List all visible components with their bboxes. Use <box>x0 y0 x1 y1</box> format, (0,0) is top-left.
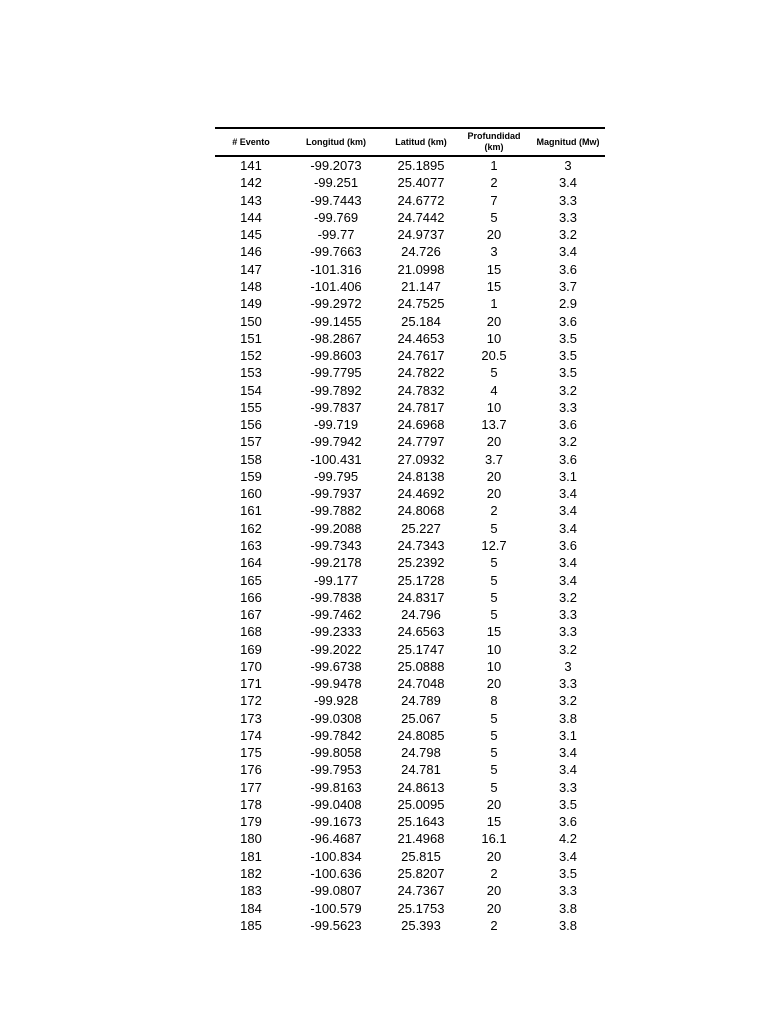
cell-latitud: 25.1728 <box>397 572 445 588</box>
cell-longitud: -99.2972 <box>310 296 362 312</box>
cell-profundidad: 2 <box>490 866 498 882</box>
cell-longitud: -99.7882 <box>310 503 362 519</box>
cell-longitud: -100.636 <box>310 866 362 882</box>
table-row <box>215 520 605 537</box>
table-row <box>215 640 605 657</box>
header-latitud: Latitud (km) <box>395 136 447 147</box>
cell-profundidad: 5 <box>490 589 498 605</box>
cell-evento: 182 <box>240 866 262 882</box>
cell-longitud: -99.8058 <box>310 745 362 761</box>
cell-longitud: -99.2088 <box>310 520 362 536</box>
cell-longitud: -98.2867 <box>310 330 362 346</box>
cell-latitud: 21.4968 <box>397 831 445 847</box>
cell-evento: 147 <box>240 261 262 277</box>
cell-longitud: -99.928 <box>313 693 359 709</box>
cell-longitud: -96.4687 <box>310 831 362 847</box>
cell-latitud: 21.147 <box>401 278 441 294</box>
cell-magnitud: 3.5 <box>558 330 578 346</box>
cell-evento: 167 <box>240 607 262 623</box>
cell-magnitud: 3.4 <box>558 503 578 519</box>
cell-profundidad: 20 <box>486 676 502 692</box>
cell-longitud: -99.7942 <box>310 434 362 450</box>
cell-latitud: 24.6968 <box>397 417 445 433</box>
cell-longitud: -99.177 <box>313 572 359 588</box>
cell-magnitud: 3.4 <box>558 848 578 864</box>
cell-evento: 184 <box>240 900 262 916</box>
cell-evento: 161 <box>240 503 262 519</box>
cell-evento: 169 <box>240 641 262 657</box>
cell-profundidad: 2 <box>490 917 498 933</box>
header-profundidad <box>457 131 531 153</box>
table-row <box>215 468 605 485</box>
table-row <box>215 364 605 381</box>
cell-evento: 180 <box>240 831 262 847</box>
cell-profundidad: 2 <box>490 175 498 191</box>
cell-latitud: 25.2392 <box>397 555 445 571</box>
table-row <box>215 882 605 899</box>
cell-profundidad: 20 <box>486 434 502 450</box>
table-row <box>215 243 605 260</box>
table-body <box>215 157 605 934</box>
cell-evento: 141 <box>240 158 262 174</box>
cell-latitud: 24.7797 <box>397 434 445 450</box>
cell-evento: 144 <box>240 209 262 225</box>
cell-latitud: 24.796 <box>401 607 441 623</box>
cell-latitud: 24.4653 <box>397 330 445 346</box>
cell-evento: 171 <box>240 676 262 692</box>
cell-profundidad: 12.7 <box>481 537 507 553</box>
cell-profundidad: 8 <box>490 693 498 709</box>
cell-profundidad: 3.7 <box>484 451 504 467</box>
cell-magnitud: 3.7 <box>558 278 578 294</box>
cell-latitud: 24.4692 <box>397 486 445 502</box>
cell-profundidad: 15 <box>486 278 502 294</box>
cell-magnitud: 3.3 <box>558 399 578 415</box>
cell-magnitud: 3.3 <box>558 209 578 225</box>
cell-profundidad: 13.7 <box>481 417 507 433</box>
cell-magnitud: 4.2 <box>558 831 578 847</box>
table-row <box>215 865 605 882</box>
cell-profundidad: 1 <box>490 158 498 174</box>
cell-evento: 143 <box>240 192 262 208</box>
cell-latitud: 25.067 <box>401 710 441 726</box>
cell-profundidad: 4 <box>490 382 498 398</box>
cell-longitud: -99.7795 <box>310 365 362 381</box>
cell-profundidad: 5 <box>490 762 498 778</box>
cell-evento: 153 <box>240 365 262 381</box>
cell-longitud: -99.769 <box>313 209 359 225</box>
table-row <box>215 623 605 640</box>
cell-magnitud: 3.8 <box>558 710 578 726</box>
table-row <box>215 226 605 243</box>
cell-longitud: -99.7462 <box>310 607 362 623</box>
cell-profundidad: 15 <box>486 261 502 277</box>
cell-longitud: -99.2022 <box>310 641 362 657</box>
cell-evento: 155 <box>240 399 262 415</box>
cell-longitud: -99.77 <box>317 227 355 243</box>
cell-evento: 174 <box>240 727 262 743</box>
cell-latitud: 24.8613 <box>397 779 445 795</box>
cell-profundidad: 16.1 <box>481 831 507 847</box>
cell-latitud: 24.789 <box>401 693 441 709</box>
cell-magnitud: 3.2 <box>558 589 578 605</box>
cell-evento: 146 <box>240 244 262 260</box>
cell-evento: 150 <box>240 313 262 329</box>
table-row <box>215 399 605 416</box>
cell-latitud: 24.6772 <box>397 192 445 208</box>
cell-profundidad: 20 <box>486 486 502 502</box>
cell-profundidad: 5 <box>490 520 498 536</box>
cell-magnitud: 3.6 <box>558 417 578 433</box>
cell-magnitud: 3.5 <box>558 348 578 364</box>
cell-profundidad: 5 <box>490 710 498 726</box>
table-row <box>215 261 605 278</box>
table-row <box>215 589 605 606</box>
table-row <box>215 192 605 209</box>
cell-magnitud: 3.3 <box>558 883 578 899</box>
cell-evento: 163 <box>240 537 262 553</box>
cell-profundidad: 15 <box>486 624 502 640</box>
cell-magnitud: 3.5 <box>558 866 578 882</box>
cell-longitud: -99.7937 <box>310 486 362 502</box>
cell-evento: 159 <box>240 468 262 484</box>
cell-longitud: -99.251 <box>313 175 359 191</box>
cell-latitud: 27.0932 <box>397 451 445 467</box>
cell-longitud: -99.7838 <box>310 589 362 605</box>
cell-longitud: -99.6738 <box>310 658 362 674</box>
cell-evento: 175 <box>240 745 262 761</box>
cell-profundidad: 3 <box>490 244 498 260</box>
cell-magnitud: 3 <box>564 158 572 174</box>
cell-evento: 152 <box>240 348 262 364</box>
cell-latitud: 25.393 <box>401 917 441 933</box>
cell-magnitud: 3.4 <box>558 745 578 761</box>
cell-longitud: -99.719 <box>313 417 359 433</box>
cell-magnitud: 3.6 <box>558 261 578 277</box>
table-row <box>215 451 605 468</box>
cell-magnitud: 3.6 <box>558 814 578 830</box>
cell-longitud: -99.7842 <box>310 727 362 743</box>
cell-magnitud: 3.1 <box>558 468 578 484</box>
cell-profundidad: 20 <box>486 796 502 812</box>
cell-evento: 173 <box>240 710 262 726</box>
cell-latitud: 25.0095 <box>397 796 445 812</box>
table-row <box>215 330 605 347</box>
cell-latitud: 25.4077 <box>397 175 445 191</box>
table-row <box>215 502 605 519</box>
cell-magnitud: 3.2 <box>558 227 578 243</box>
cell-magnitud: 3.5 <box>558 365 578 381</box>
cell-magnitud: 3.4 <box>558 762 578 778</box>
table-row <box>215 899 605 916</box>
cell-longitud: -99.7892 <box>310 382 362 398</box>
cell-profundidad: 20 <box>486 468 502 484</box>
cell-evento: 145 <box>240 227 262 243</box>
cell-evento: 156 <box>240 417 262 433</box>
cell-profundidad: 2 <box>490 503 498 519</box>
cell-magnitud: 3.3 <box>558 192 578 208</box>
table-row <box>215 209 605 226</box>
cell-magnitud: 3 <box>564 658 572 674</box>
table-row <box>215 658 605 675</box>
cell-latitud: 24.8068 <box>397 503 445 519</box>
table-row <box>215 692 605 709</box>
cell-longitud: -99.5623 <box>310 917 362 933</box>
earthquake-events-table <box>215 127 605 934</box>
cell-longitud: -99.7837 <box>310 399 362 415</box>
table-row <box>215 537 605 554</box>
cell-latitud: 25.8207 <box>397 866 445 882</box>
cell-latitud: 24.8085 <box>397 727 445 743</box>
cell-latitud: 24.7832 <box>397 382 445 398</box>
cell-evento: 170 <box>240 658 262 674</box>
table-row <box>215 416 605 433</box>
cell-latitud: 24.7048 <box>397 676 445 692</box>
cell-latitud: 24.7525 <box>397 296 445 312</box>
cell-profundidad: 20 <box>486 900 502 916</box>
cell-longitud: -99.0308 <box>310 710 362 726</box>
cell-latitud: 24.8138 <box>397 468 445 484</box>
cell-profundidad: 5 <box>490 572 498 588</box>
cell-latitud: 25.184 <box>401 313 441 329</box>
cell-profundidad: 1 <box>490 296 498 312</box>
table-row <box>215 295 605 312</box>
table-row <box>215 917 605 934</box>
cell-evento: 157 <box>240 434 262 450</box>
cell-latitud: 25.1753 <box>397 900 445 916</box>
table-row <box>215 554 605 571</box>
table-row <box>215 278 605 295</box>
cell-longitud: -100.579 <box>310 900 362 916</box>
cell-evento: 177 <box>240 779 262 795</box>
cell-magnitud: 3.4 <box>558 572 578 588</box>
cell-latitud: 24.7617 <box>397 348 445 364</box>
cell-magnitud: 3.6 <box>558 313 578 329</box>
cell-evento: 172 <box>240 693 262 709</box>
cell-latitud: 24.7442 <box>397 209 445 225</box>
cell-longitud: -99.8163 <box>310 779 362 795</box>
cell-evento: 142 <box>240 175 262 191</box>
cell-longitud: -99.0807 <box>310 883 362 899</box>
cell-magnitud: 3.2 <box>558 693 578 709</box>
cell-evento: 162 <box>240 520 262 536</box>
cell-magnitud: 3.1 <box>558 727 578 743</box>
cell-magnitud: 3.4 <box>558 486 578 502</box>
cell-longitud: -99.2178 <box>310 555 362 571</box>
table-row <box>215 710 605 727</box>
cell-profundidad: 10 <box>486 399 502 415</box>
header-profundidad-line2: (km) <box>484 142 504 152</box>
table-row <box>215 675 605 692</box>
cell-latitud: 25.227 <box>401 520 441 536</box>
cell-evento: 164 <box>240 555 262 571</box>
cell-longitud: -99.9478 <box>310 676 362 692</box>
cell-latitud: 25.1747 <box>397 641 445 657</box>
cell-evento: 179 <box>240 814 262 830</box>
table-row <box>215 381 605 398</box>
cell-evento: 154 <box>240 382 262 398</box>
cell-longitud: -99.8603 <box>310 348 362 364</box>
cell-profundidad: 10 <box>486 641 502 657</box>
cell-latitud: 24.7367 <box>397 883 445 899</box>
cell-profundidad: 5 <box>490 365 498 381</box>
cell-magnitud: 3.2 <box>558 382 578 398</box>
cell-latitud: 21.0998 <box>397 261 445 277</box>
cell-longitud: -99.7663 <box>310 244 362 260</box>
table-row <box>215 312 605 329</box>
cell-latitud: 25.815 <box>401 848 441 864</box>
table-row <box>215 347 605 364</box>
table-row <box>215 848 605 865</box>
cell-latitud: 25.1895 <box>397 158 445 174</box>
cell-evento: 149 <box>240 296 262 312</box>
table-row <box>215 571 605 588</box>
table-row <box>215 796 605 813</box>
table-row <box>215 157 605 174</box>
table-row <box>215 485 605 502</box>
header-profundidad-line1: Profundidad <box>467 131 521 141</box>
cell-longitud: -99.2333 <box>310 624 362 640</box>
cell-magnitud: 3.3 <box>558 607 578 623</box>
cell-longitud: -99.795 <box>313 468 359 484</box>
cell-longitud: -99.1455 <box>310 313 362 329</box>
cell-evento: 148 <box>240 278 262 294</box>
cell-latitud: 24.8317 <box>397 589 445 605</box>
header-magnitud: Magnitud (Mw) <box>536 136 600 147</box>
cell-latitud: 24.6563 <box>397 624 445 640</box>
cell-longitud: -99.7443 <box>310 192 362 208</box>
cell-magnitud: 3.2 <box>558 434 578 450</box>
cell-profundidad: 5 <box>490 745 498 761</box>
cell-latitud: 24.781 <box>401 762 441 778</box>
cell-profundidad: 20.5 <box>481 348 507 364</box>
cell-magnitud: 3.4 <box>558 244 578 260</box>
cell-profundidad: 10 <box>486 658 502 674</box>
header-evento: # Evento <box>232 136 270 147</box>
table-row <box>215 744 605 761</box>
cell-latitud: 25.1643 <box>397 814 445 830</box>
cell-longitud: -100.431 <box>310 451 362 467</box>
cell-evento: 183 <box>240 883 262 899</box>
cell-longitud: -101.406 <box>310 278 362 294</box>
cell-latitud: 24.726 <box>401 244 441 260</box>
cell-latitud: 24.7817 <box>397 399 445 415</box>
cell-latitud: 25.0888 <box>397 658 445 674</box>
cell-evento: 185 <box>240 917 262 933</box>
cell-evento: 165 <box>240 572 262 588</box>
cell-profundidad: 15 <box>486 814 502 830</box>
cell-longitud: -99.2073 <box>310 158 362 174</box>
cell-profundidad: 5 <box>490 555 498 571</box>
table-row <box>215 433 605 450</box>
cell-latitud: 24.7343 <box>397 537 445 553</box>
table-row <box>215 779 605 796</box>
cell-longitud: -99.1673 <box>310 814 362 830</box>
cell-magnitud: 3.6 <box>558 537 578 553</box>
cell-magnitud: 3.8 <box>558 917 578 933</box>
table-header-row <box>215 129 605 155</box>
cell-evento: 151 <box>240 330 262 346</box>
cell-evento: 176 <box>240 762 262 778</box>
cell-longitud: -99.7343 <box>310 537 362 553</box>
cell-evento: 168 <box>240 624 262 640</box>
cell-magnitud: 3.3 <box>558 624 578 640</box>
cell-latitud: 24.7822 <box>397 365 445 381</box>
cell-magnitud: 3.3 <box>558 779 578 795</box>
cell-evento: 158 <box>240 451 262 467</box>
cell-evento: 160 <box>240 486 262 502</box>
cell-magnitud: 3.4 <box>558 520 578 536</box>
cell-latitud: 24.798 <box>401 745 441 761</box>
cell-longitud: -99.0408 <box>310 796 362 812</box>
cell-longitud: -99.7953 <box>310 762 362 778</box>
cell-profundidad: 7 <box>490 192 498 208</box>
cell-evento: 178 <box>240 796 262 812</box>
cell-profundidad: 20 <box>486 848 502 864</box>
cell-profundidad: 5 <box>490 727 498 743</box>
cell-magnitud: 2.9 <box>558 296 578 312</box>
cell-profundidad: 10 <box>486 330 502 346</box>
cell-longitud: -101.316 <box>310 261 362 277</box>
cell-profundidad: 5 <box>490 779 498 795</box>
table-row <box>215 813 605 830</box>
cell-magnitud: 3.3 <box>558 676 578 692</box>
table-row <box>215 727 605 744</box>
table-row <box>215 830 605 847</box>
cell-longitud: -100.834 <box>310 848 362 864</box>
cell-latitud: 24.9737 <box>397 227 445 243</box>
cell-profundidad: 5 <box>490 209 498 225</box>
cell-magnitud: 3.4 <box>558 175 578 191</box>
cell-magnitud: 3.5 <box>558 796 578 812</box>
header-longitud: Longitud (km) <box>306 136 366 147</box>
table-row <box>215 606 605 623</box>
cell-evento: 181 <box>240 848 262 864</box>
cell-profundidad: 20 <box>486 227 502 243</box>
cell-profundidad: 20 <box>486 883 502 899</box>
table-row <box>215 761 605 778</box>
cell-magnitud: 3.2 <box>558 641 578 657</box>
cell-profundidad: 20 <box>486 313 502 329</box>
cell-magnitud: 3.6 <box>558 451 578 467</box>
cell-evento: 166 <box>240 589 262 605</box>
cell-magnitud: 3.4 <box>558 555 578 571</box>
cell-magnitud: 3.8 <box>558 900 578 916</box>
table-row <box>215 174 605 191</box>
cell-profundidad: 5 <box>490 607 498 623</box>
